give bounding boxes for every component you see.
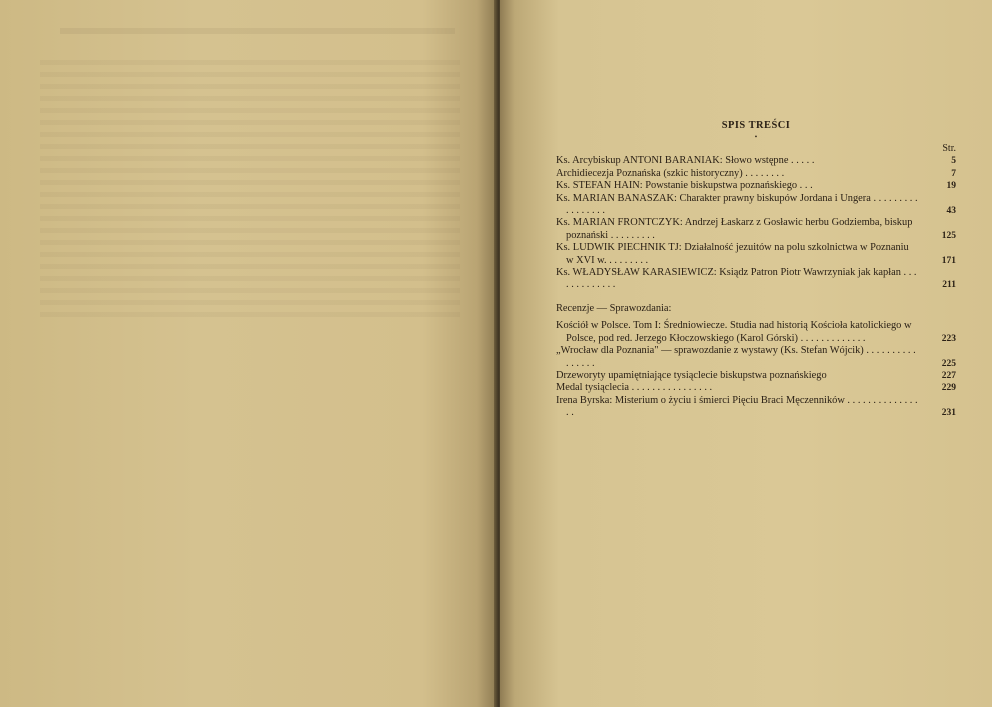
toc-entry-text: Ks. Arcybiskup ANTONI BARANIAK: Słowo wstępne . . . . . (556, 155, 815, 167)
review-entry (556, 320, 956, 345)
toc-entry-text: Ks. MARIAN BANASZAK: Charakter prawny biskupów Jordana i Ungera . . . . . . . . . . . . . . . . . (556, 192, 918, 217)
toc-entry-text: Ks. LUDWIK PIECHNIK TJ: Działalność jezuitów na polu szkolnictwa w Poznaniu w XVI w. . . . . . . . . (556, 242, 909, 266)
review-entry-text: „Wrocław dla Poznania" — sprawozdanie z wystawy (Ks. Stefan Wójcik) . . . . . . . . . . . . . . . . (556, 345, 916, 369)
review-entry-text: Drzeworyty upamiętniające tysiąclecie biskupstwa poznańskiego (556, 369, 827, 381)
toc-entry (556, 168, 956, 180)
toc-entry-page: 211 (942, 280, 956, 291)
page-column-label: Str. (942, 143, 956, 155)
toc-entry (556, 267, 956, 292)
review-entry (556, 382, 956, 394)
bleed-through-header (60, 28, 455, 34)
title-ornament: • (754, 133, 758, 142)
review-entry (556, 345, 956, 370)
review-entry-page: 225 (941, 358, 956, 369)
review-entry-page: 229 (941, 383, 956, 394)
toc-entry-text: Ks. MARIAN FRONTCZYK: Andrzej Łaskarz z Gosławic herbu Godziemba, biskup poznański . . . . . . . . . (556, 217, 913, 241)
toc-entry (556, 217, 956, 242)
reviews-section-title: Recenzje — Sprawozdania: (556, 302, 672, 314)
toc-entry-page: 125 (941, 230, 956, 241)
review-entry-page: 227 (941, 370, 956, 381)
toc-title: SPIS TREŚCI (721, 120, 791, 131)
review-entry-page: 231 (941, 408, 956, 419)
toc-entry-text: Ks. WŁADYSŁAW KARASIEWICZ: Ksiądz Patron Piotr Wawrzyniak jak kapłan . . . . . . . . . . . . . (556, 267, 917, 291)
review-entry-text: Medal tysiąclecia . . . . . . . . . . . . . . . . (556, 382, 713, 394)
toc-entry-text: Archidiecezja Poznańska (szkic historyczny) . . . . . . . . (556, 167, 785, 179)
toc-entry-page: 7 (951, 168, 956, 179)
toc-entry (556, 180, 956, 192)
review-entry-page: 223 (941, 333, 956, 344)
review-entry (556, 395, 956, 420)
toc-entry-page: 5 (951, 156, 956, 167)
bleed-through-text (40, 60, 460, 320)
review-entry-text: Irena Byrska: Misterium o życiu i śmierci Pięciu Braci Męczenników . . . . . . . . . . . . . . . . (556, 394, 918, 419)
review-entry (556, 370, 956, 382)
toc-entry-page: 171 (941, 255, 956, 266)
toc-entry-text: Ks. STEFAN HAIN: Powstanie biskupstwa poznańskiego . . . (556, 180, 813, 192)
toc-entry-page: 19 (946, 181, 956, 192)
review-entry-text: Kościół w Polsce. Tom I: Średniowiecze. Studia nad historią Kościoła katolickiego w Polsce, pod red. Jerzego Kłoczowskiego (Karol Górski) . . . . . . . . . . . . . (556, 320, 912, 344)
toc-entry (556, 155, 956, 167)
toc-entry (556, 193, 956, 218)
table-of-contents (556, 120, 956, 420)
toc-entry (556, 242, 956, 267)
toc-entry-page: 43 (946, 206, 956, 217)
